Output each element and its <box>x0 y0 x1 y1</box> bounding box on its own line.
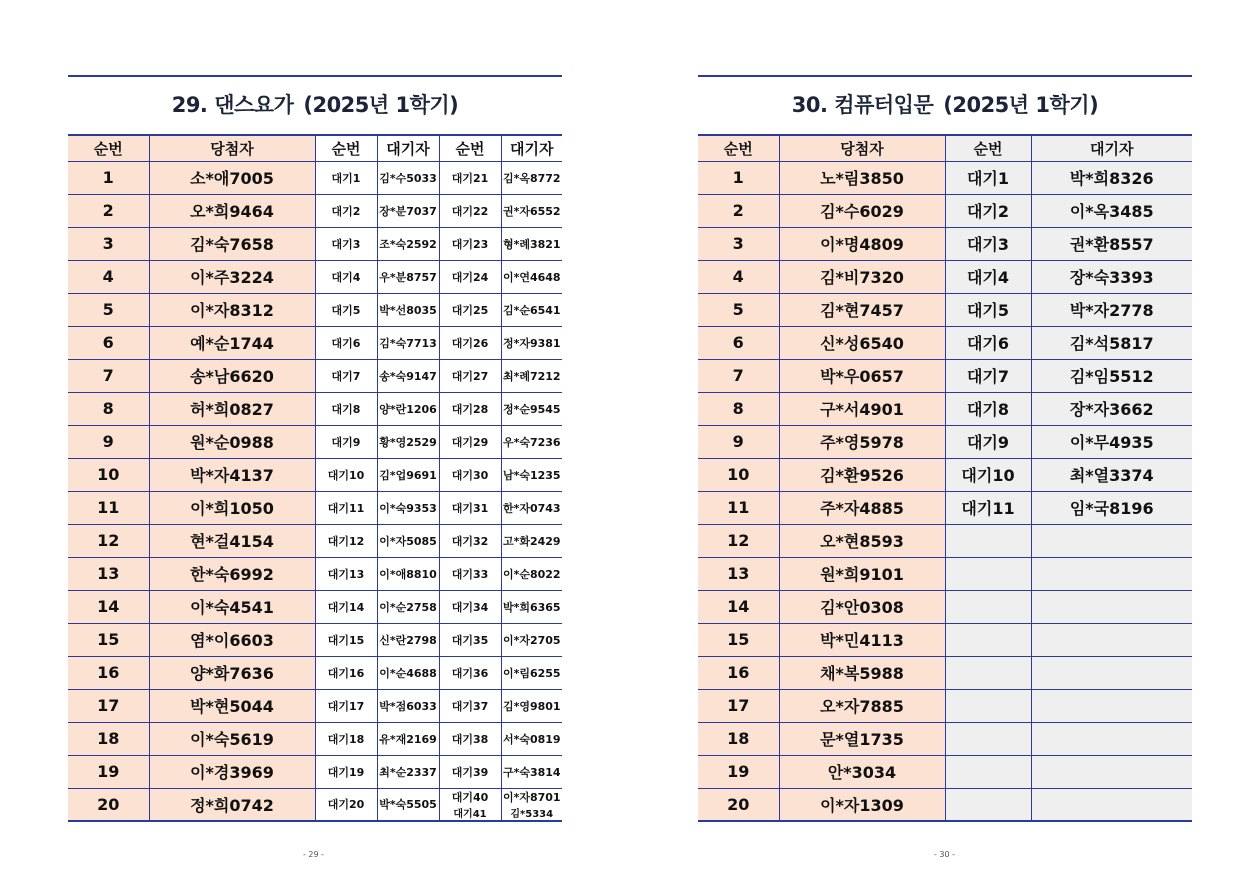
row-number: 10 <box>698 458 779 491</box>
left-page-number: - 29 - <box>303 850 325 859</box>
wait-number: 대기26 <box>439 326 501 359</box>
wait-number <box>945 557 1031 590</box>
table-row <box>698 656 1192 689</box>
row-number: 4 <box>68 260 149 293</box>
winner-name: 오*현8593 <box>779 524 945 557</box>
wait-name <box>1031 524 1192 557</box>
wait-number: 대기32 <box>439 524 501 557</box>
table-row <box>698 557 1192 590</box>
wait-number: 대기17 <box>315 689 377 722</box>
table-row <box>68 359 562 392</box>
wait-name: 박*희8326 <box>1031 161 1192 194</box>
winner-name: 주*자4885 <box>779 491 945 524</box>
wait-number <box>945 722 1031 755</box>
table-row <box>698 788 1192 821</box>
winner-name: 양*화7636 <box>149 656 315 689</box>
row-number: 15 <box>698 623 779 656</box>
row-number: 17 <box>68 689 149 722</box>
winner-name: 이*주3224 <box>149 260 315 293</box>
table-row <box>68 722 562 755</box>
row-number: 20 <box>698 788 779 821</box>
wait-name: 김*순6541 <box>501 293 562 326</box>
header-cell: 대기자 <box>377 135 439 161</box>
row-number: 13 <box>698 557 779 590</box>
wait-name: 최*열3374 <box>1031 458 1192 491</box>
wait-name: 박*선8035 <box>377 293 439 326</box>
wait-number: 대기37 <box>439 689 501 722</box>
row-number: 6 <box>698 326 779 359</box>
wait-name: 이*옥3485 <box>1031 194 1192 227</box>
wait-name: 이*애8810 <box>377 557 439 590</box>
wait-number: 대기18 <box>315 722 377 755</box>
extra-wait-name: 김*5334 <box>510 808 554 820</box>
wait-name <box>1031 722 1192 755</box>
wait-name: 조*숙2592 <box>377 227 439 260</box>
row-number: 4 <box>698 260 779 293</box>
wait-number: 대기4 <box>945 260 1031 293</box>
row-number: 12 <box>698 524 779 557</box>
table-row <box>698 590 1192 623</box>
winner-name: 이*명4809 <box>779 227 945 260</box>
table-row <box>68 755 562 788</box>
wait-number: 대기25 <box>439 293 501 326</box>
wait-name: 최*례7212 <box>501 359 562 392</box>
table-row <box>68 425 562 458</box>
wait-number <box>945 656 1031 689</box>
wait-name: 김*옥8772 <box>501 161 562 194</box>
row-number: 9 <box>698 425 779 458</box>
wait-number: 대기4 <box>315 260 377 293</box>
row-number: 8 <box>68 392 149 425</box>
wait-number: 대기1 <box>315 161 377 194</box>
wait-number: 대기21 <box>439 161 501 194</box>
table-row <box>68 656 562 689</box>
winner-name: 원*순0988 <box>149 425 315 458</box>
wait-number: 대기33 <box>439 557 501 590</box>
wait-number: 대기6 <box>945 326 1031 359</box>
wait-number <box>945 590 1031 623</box>
table-row <box>698 161 1192 194</box>
wait-number: 대기39 <box>439 755 501 788</box>
table-row <box>698 458 1192 491</box>
wait-name: 이*무4935 <box>1031 425 1192 458</box>
wait-name: 형*례3821 <box>501 227 562 260</box>
wait-name: 남*숙1235 <box>501 458 562 491</box>
winner-name: 김*숙7658 <box>149 227 315 260</box>
table-row <box>68 326 562 359</box>
wait-number: 대기1 <box>945 161 1031 194</box>
row-number: 14 <box>68 590 149 623</box>
wait-name: 이*연4648 <box>501 260 562 293</box>
wait-name: 김*석5817 <box>1031 326 1192 359</box>
winner-name: 김*비7320 <box>779 260 945 293</box>
wait-name: 장*분7037 <box>377 194 439 227</box>
wait-name <box>1031 557 1192 590</box>
wait-name: 김*영9801 <box>501 689 562 722</box>
wait-number: 대기31 <box>439 491 501 524</box>
wait-number: 대기40 대기41 <box>439 788 501 821</box>
wait-name: 이*자8701 김*5334 <box>501 788 562 821</box>
wait-number: 대기19 <box>315 755 377 788</box>
row-number: 6 <box>68 326 149 359</box>
winner-name: 안*3034 <box>779 755 945 788</box>
wait-name <box>1031 788 1192 821</box>
table-row <box>698 755 1192 788</box>
table-row <box>68 293 562 326</box>
row-number: 2 <box>68 194 149 227</box>
winner-name: 김*환9526 <box>779 458 945 491</box>
wait-number: 대기34 <box>439 590 501 623</box>
wait-name: 정*자9381 <box>501 326 562 359</box>
wait-number: 대기9 <box>315 425 377 458</box>
winner-name: 구*서4901 <box>779 392 945 425</box>
winner-name: 소*애7005 <box>149 161 315 194</box>
row-number: 18 <box>698 722 779 755</box>
right-header-row <box>698 135 1192 161</box>
wait-number: 대기11 <box>945 491 1031 524</box>
wait-name: 장*숙3393 <box>1031 260 1192 293</box>
left-title-term: (2025년 1학기) <box>303 93 459 117</box>
row-number: 16 <box>698 656 779 689</box>
wait-name: 김*숙7713 <box>377 326 439 359</box>
right-page-number: - 30 - <box>934 850 956 859</box>
left-page-panel <box>68 75 562 822</box>
winner-name: 박*우0657 <box>779 359 945 392</box>
wait-name: 이*순8022 <box>501 557 562 590</box>
wait-number: 대기2 <box>315 194 377 227</box>
table-row <box>68 590 562 623</box>
right-results-table <box>698 134 1192 822</box>
wait-number: 대기27 <box>439 359 501 392</box>
winner-name: 노*림3850 <box>779 161 945 194</box>
right-page-panel <box>698 75 1192 822</box>
header-cell: 대기자 <box>1031 135 1192 161</box>
header-cell: 순번 <box>68 135 149 161</box>
wait-number: 대기24 <box>439 260 501 293</box>
winner-name: 김*수6029 <box>779 194 945 227</box>
wait-name: 고*화2429 <box>501 524 562 557</box>
table-row <box>698 623 1192 656</box>
header-cell: 순번 <box>945 135 1031 161</box>
winner-name: 원*희9101 <box>779 557 945 590</box>
wait-number: 대기28 <box>439 392 501 425</box>
table-row <box>68 524 562 557</box>
wait-name: 권*환8557 <box>1031 227 1192 260</box>
row-number: 15 <box>68 623 149 656</box>
wait-number: 대기20 <box>315 788 377 821</box>
wait-name: 김*업9691 <box>377 458 439 491</box>
winner-name: 이*경3969 <box>149 755 315 788</box>
wait-number: 대기5 <box>315 293 377 326</box>
row-number: 10 <box>68 458 149 491</box>
header-cell: 당첨자 <box>779 135 945 161</box>
wait-number <box>945 623 1031 656</box>
winner-name: 박*자4137 <box>149 458 315 491</box>
table-row <box>68 194 562 227</box>
winner-name: 김*현7457 <box>779 293 945 326</box>
wait-name: 양*란1206 <box>377 392 439 425</box>
wait-number: 대기10 <box>315 458 377 491</box>
table-row <box>698 326 1192 359</box>
winner-name: 염*이6603 <box>149 623 315 656</box>
wait-name: 김*수5033 <box>377 161 439 194</box>
left-header-row <box>68 135 562 161</box>
wait-name: 송*숙9147 <box>377 359 439 392</box>
table-row <box>68 392 562 425</box>
table-row <box>68 458 562 491</box>
left-table-body <box>68 161 562 821</box>
wait-name: 박*점6033 <box>377 689 439 722</box>
winner-name: 박*민4113 <box>779 623 945 656</box>
winner-name: 김*안0308 <box>779 590 945 623</box>
wait-name: 이*자5085 <box>377 524 439 557</box>
winner-name: 정*희0742 <box>149 788 315 821</box>
wait-name: 우*분8757 <box>377 260 439 293</box>
row-number: 5 <box>698 293 779 326</box>
wait-number: 대기5 <box>945 293 1031 326</box>
winner-name: 이*자8312 <box>149 293 315 326</box>
row-number: 5 <box>68 293 149 326</box>
winner-name: 이*희1050 <box>149 491 315 524</box>
wait-name <box>1031 755 1192 788</box>
wait-name: 장*자3662 <box>1031 392 1192 425</box>
wait-number: 대기9 <box>945 425 1031 458</box>
wait-name: 이*림6255 <box>501 656 562 689</box>
left-title-text: 29. 댄스요가 <box>171 93 294 117</box>
wait-name: 이*자2705 <box>501 623 562 656</box>
wait-number: 대기7 <box>315 359 377 392</box>
wait-name <box>1031 689 1192 722</box>
row-number: 14 <box>698 590 779 623</box>
wait-number <box>945 524 1031 557</box>
wait-number: 대기10 <box>945 458 1031 491</box>
row-number: 18 <box>68 722 149 755</box>
winner-name: 오*희9464 <box>149 194 315 227</box>
winner-name: 문*열1735 <box>779 722 945 755</box>
wait-number: 대기3 <box>945 227 1031 260</box>
wait-name <box>1031 590 1192 623</box>
row-number: 7 <box>698 359 779 392</box>
wait-name: 이*숙9353 <box>377 491 439 524</box>
wait-name: 김*임5512 <box>1031 359 1192 392</box>
header-cell: 대기자 <box>501 135 562 161</box>
wait-number: 대기8 <box>945 392 1031 425</box>
wait-number: 대기6 <box>315 326 377 359</box>
table-row <box>698 194 1192 227</box>
wait-number: 대기36 <box>439 656 501 689</box>
table-row <box>68 161 562 194</box>
row-number: 20 <box>68 788 149 821</box>
header-cell: 순번 <box>315 135 377 161</box>
table-row <box>68 491 562 524</box>
right-title-term: (2025년 1학기) <box>943 93 1099 117</box>
wait-name <box>1031 623 1192 656</box>
wait-number: 대기3 <box>315 227 377 260</box>
row-number: 19 <box>698 755 779 788</box>
table-row <box>68 557 562 590</box>
row-number: 11 <box>698 491 779 524</box>
winner-name: 이*숙5619 <box>149 722 315 755</box>
wait-name: 권*자6552 <box>501 194 562 227</box>
wait-number: 대기22 <box>439 194 501 227</box>
wait-name: 임*국8196 <box>1031 491 1192 524</box>
table-row <box>698 392 1192 425</box>
wait-name: 박*숙5505 <box>377 788 439 821</box>
table-row <box>68 623 562 656</box>
wait-name: 황*영2529 <box>377 425 439 458</box>
row-number: 13 <box>68 557 149 590</box>
wait-name: 구*숙3814 <box>501 755 562 788</box>
table-row <box>698 722 1192 755</box>
table-row <box>698 689 1192 722</box>
right-title-text: 30. 컴퓨터입문 <box>791 93 934 117</box>
header-cell: 순번 <box>698 135 779 161</box>
wait-name: 서*숙0819 <box>501 722 562 755</box>
row-number: 7 <box>68 359 149 392</box>
wait-name: 정*순9545 <box>501 392 562 425</box>
wait-number: 대기16 <box>315 656 377 689</box>
row-number: 1 <box>698 161 779 194</box>
winner-name: 박*현5044 <box>149 689 315 722</box>
winner-name: 오*자7885 <box>779 689 945 722</box>
wait-number <box>945 788 1031 821</box>
wait-name: 유*재2169 <box>377 722 439 755</box>
winner-name: 현*걸4154 <box>149 524 315 557</box>
row-number: 19 <box>68 755 149 788</box>
winner-name: 이*자1309 <box>779 788 945 821</box>
table-row <box>68 227 562 260</box>
wait-number: 대기29 <box>439 425 501 458</box>
row-number: 1 <box>68 161 149 194</box>
left-page-title <box>68 77 562 134</box>
wait-name: 이*순2758 <box>377 590 439 623</box>
table-row <box>68 689 562 722</box>
winner-name: 한*숙6992 <box>149 557 315 590</box>
wait-number: 대기12 <box>315 524 377 557</box>
table-row <box>698 359 1192 392</box>
row-number: 3 <box>68 227 149 260</box>
wait-name: 우*숙7236 <box>501 425 562 458</box>
row-number: 2 <box>698 194 779 227</box>
table-row <box>68 260 562 293</box>
wait-number: 대기7 <box>945 359 1031 392</box>
table-row <box>698 293 1192 326</box>
right-table-body <box>698 161 1192 821</box>
wait-number: 대기13 <box>315 557 377 590</box>
table-row <box>698 425 1192 458</box>
row-number: 17 <box>698 689 779 722</box>
wait-number: 대기30 <box>439 458 501 491</box>
wait-name: 신*란2798 <box>377 623 439 656</box>
wait-name: 한*자0743 <box>501 491 562 524</box>
wait-number: 대기38 <box>439 722 501 755</box>
wait-number: 대기11 <box>315 491 377 524</box>
winner-name: 허*희0827 <box>149 392 315 425</box>
wait-name: 이*순4688 <box>377 656 439 689</box>
table-row <box>698 227 1192 260</box>
wait-number: 대기15 <box>315 623 377 656</box>
row-number: 11 <box>68 491 149 524</box>
wait-number <box>945 689 1031 722</box>
wait-number: 대기2 <box>945 194 1031 227</box>
winner-name: 송*남6620 <box>149 359 315 392</box>
row-number: 8 <box>698 392 779 425</box>
extra-wait-number: 대기41 <box>453 808 487 820</box>
table-row <box>698 491 1192 524</box>
table-row <box>698 260 1192 293</box>
row-number: 12 <box>68 524 149 557</box>
header-cell: 당첨자 <box>149 135 315 161</box>
row-number: 9 <box>68 425 149 458</box>
wait-number: 대기8 <box>315 392 377 425</box>
row-number: 3 <box>698 227 779 260</box>
table-row <box>698 524 1192 557</box>
winner-name: 채*복5988 <box>779 656 945 689</box>
wait-number: 대기14 <box>315 590 377 623</box>
left-results-table <box>68 134 562 822</box>
wait-number <box>945 755 1031 788</box>
right-page-title <box>698 77 1192 134</box>
winner-name: 예*순1744 <box>149 326 315 359</box>
wait-number: 대기35 <box>439 623 501 656</box>
wait-name: 최*순2337 <box>377 755 439 788</box>
winner-name: 이*숙4541 <box>149 590 315 623</box>
wait-name: 박*자2778 <box>1031 293 1192 326</box>
wait-name: 박*희6365 <box>501 590 562 623</box>
row-number: 16 <box>68 656 149 689</box>
table-row <box>68 788 562 821</box>
header-cell: 순번 <box>439 135 501 161</box>
wait-number: 대기23 <box>439 227 501 260</box>
wait-name <box>1031 656 1192 689</box>
winner-name: 신*성6540 <box>779 326 945 359</box>
winner-name: 주*영5978 <box>779 425 945 458</box>
